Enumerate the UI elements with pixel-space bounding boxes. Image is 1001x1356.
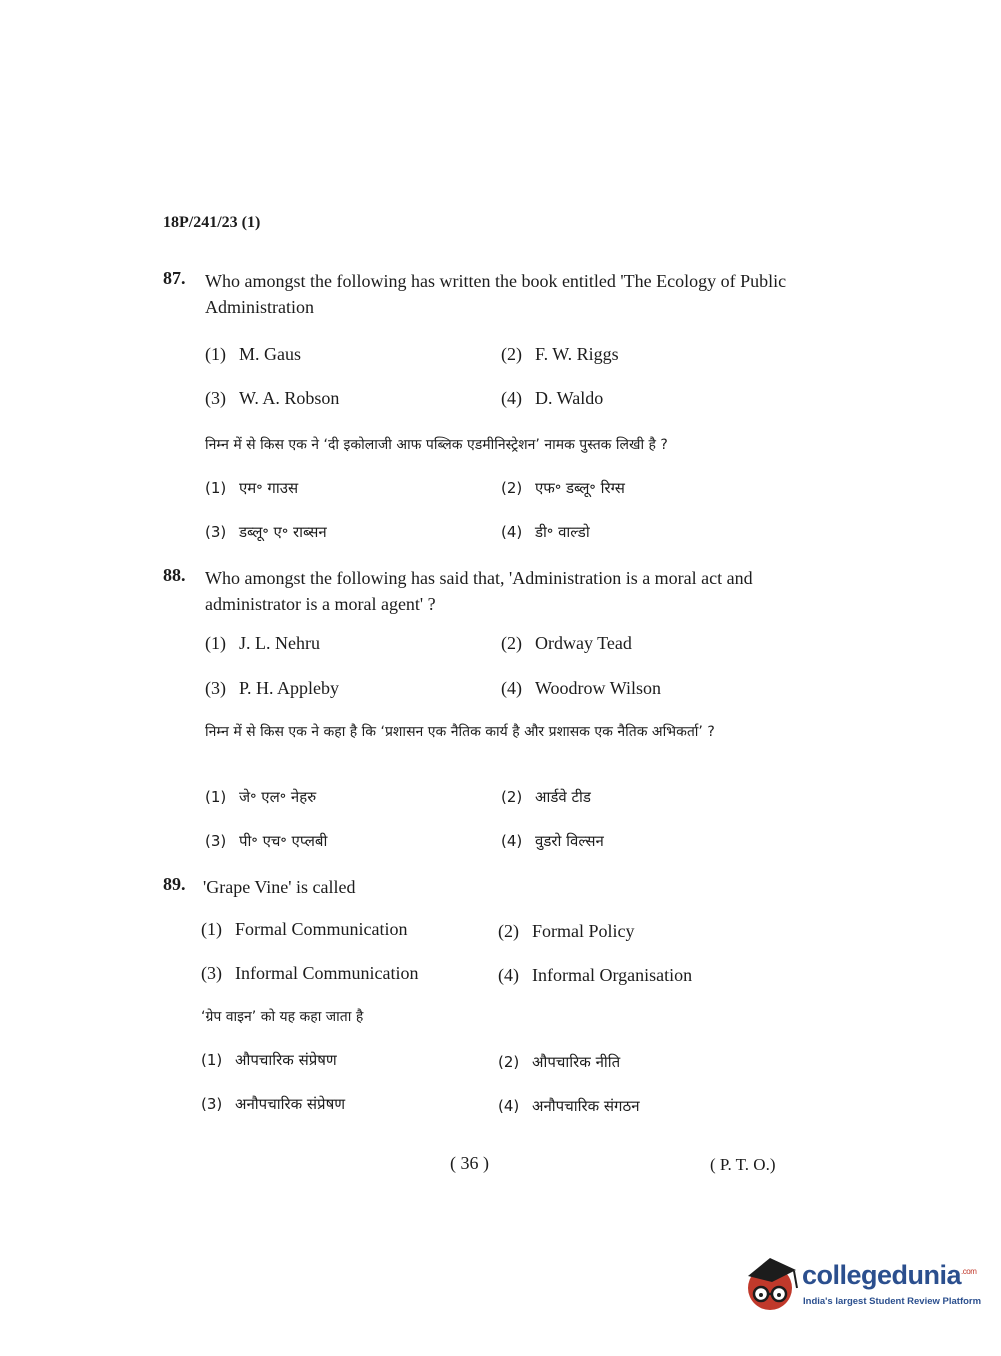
option-1-english: (1) J. L. Nehru bbox=[205, 633, 320, 653]
option-3-hindi: (3) डब्लू॰ ए॰ राब्सन bbox=[205, 523, 327, 541]
question-text-english: Who amongst the following has said that, 'Administration is a moral act and administrator is a moral agent' ? bbox=[205, 568, 753, 614]
option-2-english: (2) F. W. Riggs bbox=[501, 344, 619, 364]
question-number: 89. bbox=[163, 874, 186, 894]
question-text-hindi: निम्न में से किस एक ने ‘दी इकोलाजी आफ पब्लिक एडमीनिस्ट्रेशन’ नामक पुस्तक लिखी है ? bbox=[205, 437, 668, 453]
option-2-hindi: (2) एफ॰ डब्लू॰ रिग्स bbox=[501, 479, 625, 497]
student-mascot-icon bbox=[742, 1250, 802, 1314]
paper-code: 18P/241/23 (1) bbox=[163, 214, 261, 231]
option-3-english: (3) P. H. Appleby bbox=[205, 678, 340, 698]
option-2-english: (2) Formal Policy bbox=[498, 921, 635, 941]
question-text-hindi: निम्न में से किस एक ने कहा है कि ‘प्रशासन एक नैतिक कार्य है और प्रशासक एक नैतिक अभिकर्ता’ ? bbox=[205, 724, 715, 740]
option-4-hindi: (4) अनौपचारिक संगठन bbox=[498, 1097, 640, 1115]
option-4-english: (4) Informal Organisation bbox=[498, 965, 693, 985]
brand-tagline: India's largest Student Review Platform bbox=[803, 1296, 982, 1307]
page-number: ( 36 ) bbox=[450, 1153, 489, 1173]
option-1-english: (1) M. Gaus bbox=[205, 344, 301, 364]
option-3-english: (3) W. A. Robson bbox=[205, 388, 340, 408]
option-1-english: (1) Formal Communication bbox=[201, 919, 408, 939]
option-1-hindi: (1) जे॰ एल॰ नेहरु bbox=[205, 788, 317, 806]
pto-label: ( P. T. O.) bbox=[710, 1155, 776, 1174]
option-2-hindi: (2) औपचारिक नीति bbox=[498, 1053, 621, 1071]
question-text-hindi: ‘ग्रेप वाइन’ को यह कहा जाता है bbox=[201, 1009, 364, 1025]
option-4-hindi: (4) वुडरो विल्सन bbox=[501, 832, 604, 850]
option-4-hindi: (4) डी॰ वाल्डो bbox=[501, 523, 590, 541]
option-2-english: (2) Ordway Tead bbox=[501, 633, 632, 653]
question-text-english: Who amongst the following has written the book entitled 'The Ecology of Public Administration bbox=[205, 271, 787, 317]
option-3-hindi: (3) पी॰ एच॰ एप्लबी bbox=[205, 832, 328, 850]
option-4-english: (4) Woodrow Wilson bbox=[501, 678, 661, 698]
option-3-english: (3) Informal Communication bbox=[201, 963, 419, 983]
option-3-hindi: (3) अनौपचारिक संप्रेषण bbox=[201, 1095, 346, 1113]
option-1-hindi: (1) औपचारिक संप्रेषण bbox=[201, 1051, 337, 1069]
option-4-english: (4) D. Waldo bbox=[501, 388, 604, 408]
option-2-hindi: (2) आर्डवे टीड bbox=[501, 788, 591, 806]
option-1-hindi: (1) एम॰ गाउस bbox=[205, 479, 299, 497]
question-number: 88. bbox=[163, 565, 186, 585]
question-text-english: 'Grape Vine' is called bbox=[203, 877, 356, 897]
collegedunia-logo bbox=[742, 1250, 982, 1314]
brand-name: collegedunia$^{.com}$ bbox=[802, 1260, 977, 1290]
question-number: 87. bbox=[163, 268, 186, 288]
